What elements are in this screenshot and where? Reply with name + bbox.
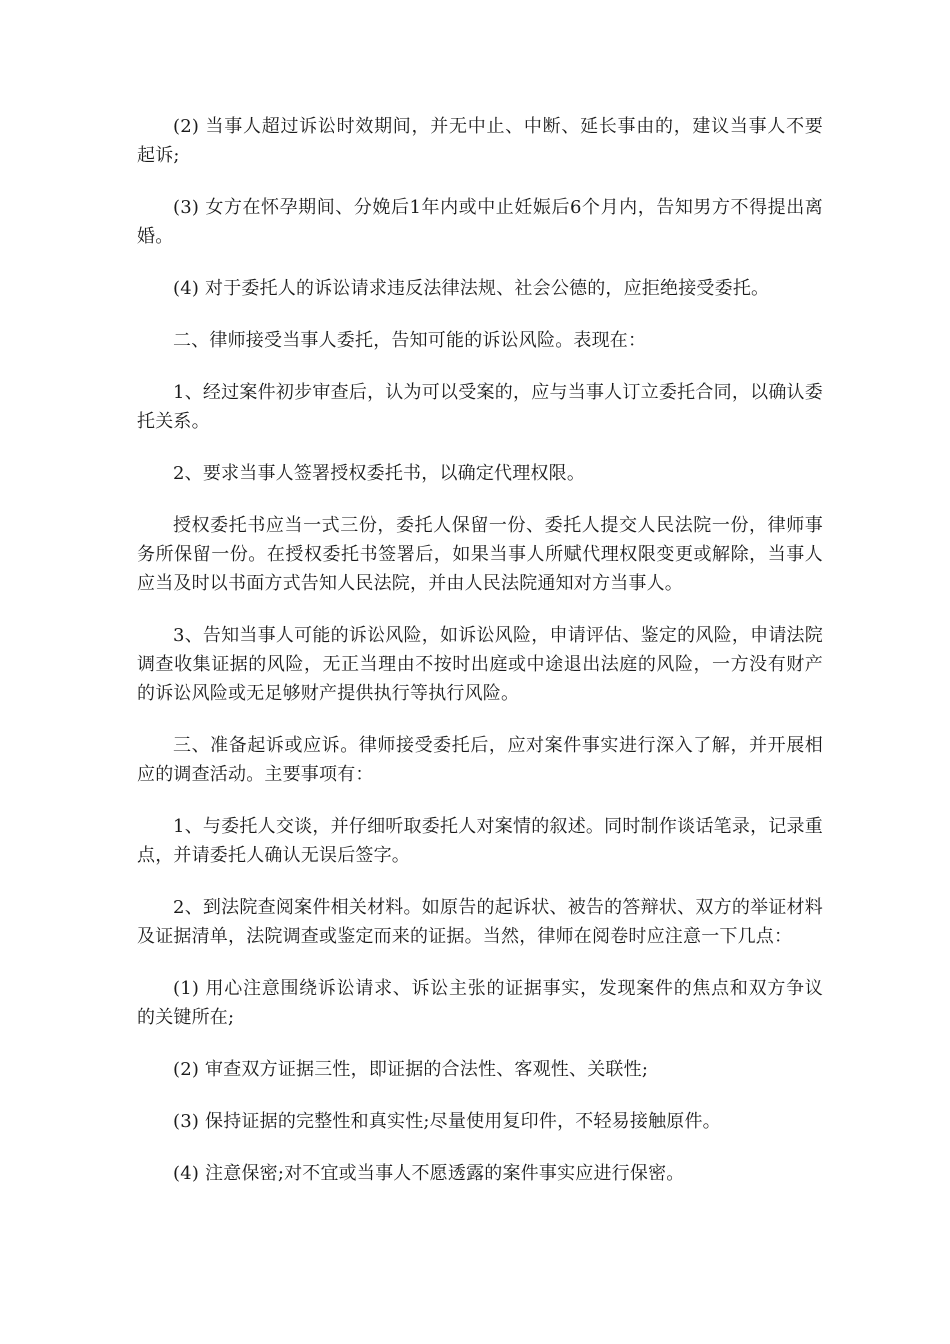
paragraph: (3) 保持证据的完整性和真实性;尽量使用复印件，不轻易接触原件。: [173, 1111, 721, 1132]
paragraph: 2、到法院查阅案件相关材料。如原告的起诉状、被告的答辩状、双方的举证材料及证据清单，法院调查或鉴定而来的证据。当然，律师在阅卷时应注意一下几点：: [137, 897, 823, 947]
paragraph: (2) 当事人超过诉讼时效期间，并无中止、中断、延长事由的，建议当事人不要起诉;: [137, 116, 823, 166]
paragraph: (2) 审查双方证据三性，即证据的合法性、客观性、关联性;: [173, 1059, 649, 1080]
paragraph: 2、要求当事人签署授权委托书，以确定代理权限。: [173, 463, 586, 484]
document-body: [137, 112, 823, 1211]
section-heading: 二、律师接受当事人委托，告知可能的诉讼风险。表现在：: [173, 330, 647, 351]
paragraph: (3) 女方在怀孕期间、分娩后1年内或中止妊娠后6个月内，告知男方不得提出离婚。: [137, 197, 823, 247]
paragraph: 1、经过案件初步审查后，认为可以受案的，应与当事人订立委托合同，以确认委托关系。: [137, 382, 823, 432]
section-heading: 三、准备起诉或应诉。律师接受委托后，应对案件事实进行深入了解，并开展相应的调查活动。主要事项有：: [137, 735, 823, 785]
paragraph: 3、告知当事人可能的诉讼风险，如诉讼风险，申请评估、鉴定的风险，申请法院调查收集证据的风险，无正当理由不按时出庭或中途退出法庭的风险，一方没有财产的诉讼风险或无足够财产提供执行等执行风险。: [137, 625, 823, 704]
paragraph: 授权委托书应当一式三份，委托人保留一份、委托人提交人民法院一份，律师事务所保留一份。在授权委托书签署后，如果当事人所赋代理权限变更或解除，当事人应当及时以书面方式告知人民法院，并由人民法院通知对方当事人。: [137, 515, 823, 594]
paragraph: (4) 对于委托人的诉讼请求违反法律法规、社会公德的，应拒绝接受委托。: [173, 278, 770, 299]
paragraph: (4) 注意保密;对不宜或当事人不愿透露的案件事实应进行保密。: [173, 1163, 685, 1184]
paragraph: (1) 用心注意围绕诉讼请求、诉讼主张的证据事实，发现案件的焦点和双方争议的关键所在;: [137, 978, 823, 1028]
paragraph: 1、与委托人交谈，并仔细听取委托人对案情的叙述。同时制作谈话笔录，记录重点，并请委托人确认无误后签字。: [137, 816, 823, 866]
